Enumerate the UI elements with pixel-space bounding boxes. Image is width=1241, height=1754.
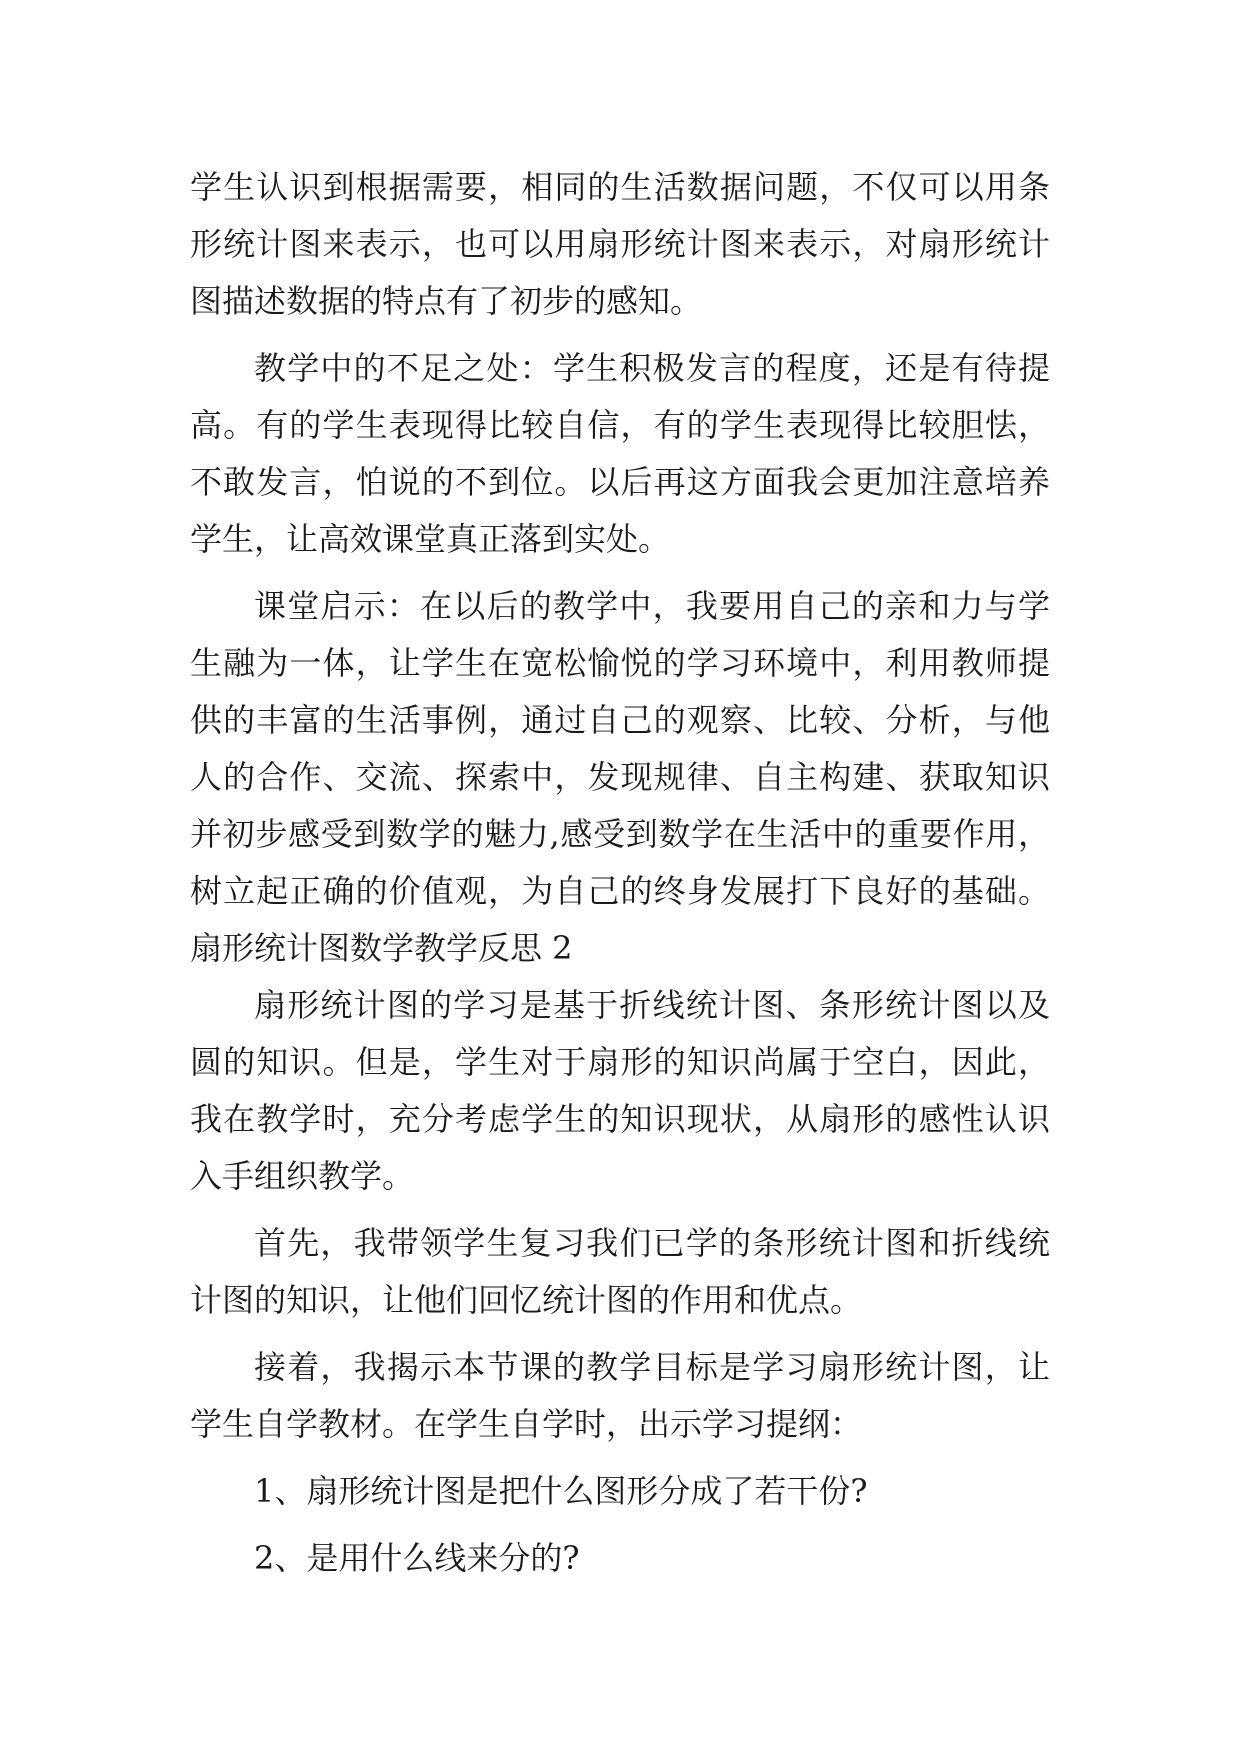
paragraph-line: 图描述数据的特点有了初步的感知。 bbox=[190, 282, 703, 320]
section-heading: 扇形统计图数学教学反思 2 bbox=[190, 929, 573, 967]
paragraph-line: 教学中的不足之处：学生积极发言的程度，还是有待提 bbox=[254, 349, 1050, 387]
list-item: 1、扇形统计图是把什么图形分成了若干份? bbox=[254, 1472, 868, 1510]
paragraph-line: 并初步感受到数学的魅力,感受到数学在生活中的重要作用， bbox=[190, 815, 1050, 853]
paragraph-line: 学生认识到根据需要，相同的生活数据问题，不仅可以用条 bbox=[190, 168, 1050, 206]
paragraph-line: 不敢发言，怕说的不到位。以后再这方面我会更加注意培养 bbox=[190, 463, 1050, 501]
paragraph-line: 扇形统计图的学习是基于折线统计图、条形统计图以及 bbox=[254, 986, 1050, 1024]
paragraph-line: 生融为一体，让学生在宽松愉悦的学习环境中，利用教师提 bbox=[190, 644, 1050, 682]
paragraph-line: 计图的知识，让他们回忆统计图的作用和优点。 bbox=[190, 1281, 863, 1319]
paragraph-line: 人的合作、交流、探索中，发现规律、自主构建、获取知识 bbox=[190, 758, 1050, 796]
paragraph-line: 接着，我揭示本节课的教学目标是学习扇形统计图，让 bbox=[254, 1348, 1050, 1386]
paragraph-line: 首先，我带领学生复习我们已学的条形统计图和折线统 bbox=[254, 1224, 1050, 1262]
paragraph-line: 入手组织教学。 bbox=[190, 1157, 415, 1195]
paragraph-line: 圆的知识。但是，学生对于扇形的知识尚属于空白，因此， bbox=[190, 1043, 1050, 1081]
list-item: 2、是用什么线来分的? bbox=[254, 1539, 580, 1577]
paragraph-line: 供的丰富的生活事例，通过自己的观察、比较、分析，与他 bbox=[190, 701, 1050, 739]
paragraph-line: 学生，让高效课堂真正落到实处。 bbox=[190, 520, 671, 558]
paragraph-line: 学生自学教材。在学生自学时，出示学习提纲： bbox=[190, 1405, 863, 1443]
paragraph-line: 形统计图来表示，也可以用扇形统计图来表示，对扇形统计 bbox=[190, 225, 1050, 263]
paragraph-line: 我在教学时，充分考虑学生的知识现状，从扇形的感性认识 bbox=[190, 1100, 1050, 1138]
paragraph-line: 课堂启示：在以后的教学中，我要用自己的亲和力与学 bbox=[254, 587, 1050, 625]
paragraph-line: 高。有的学生表现得比较自信，有的学生表现得比较胆怯， bbox=[190, 406, 1050, 444]
paragraph-line: 树立起正确的价值观，为自己的终身发展打下良好的基础。 bbox=[190, 872, 1050, 910]
